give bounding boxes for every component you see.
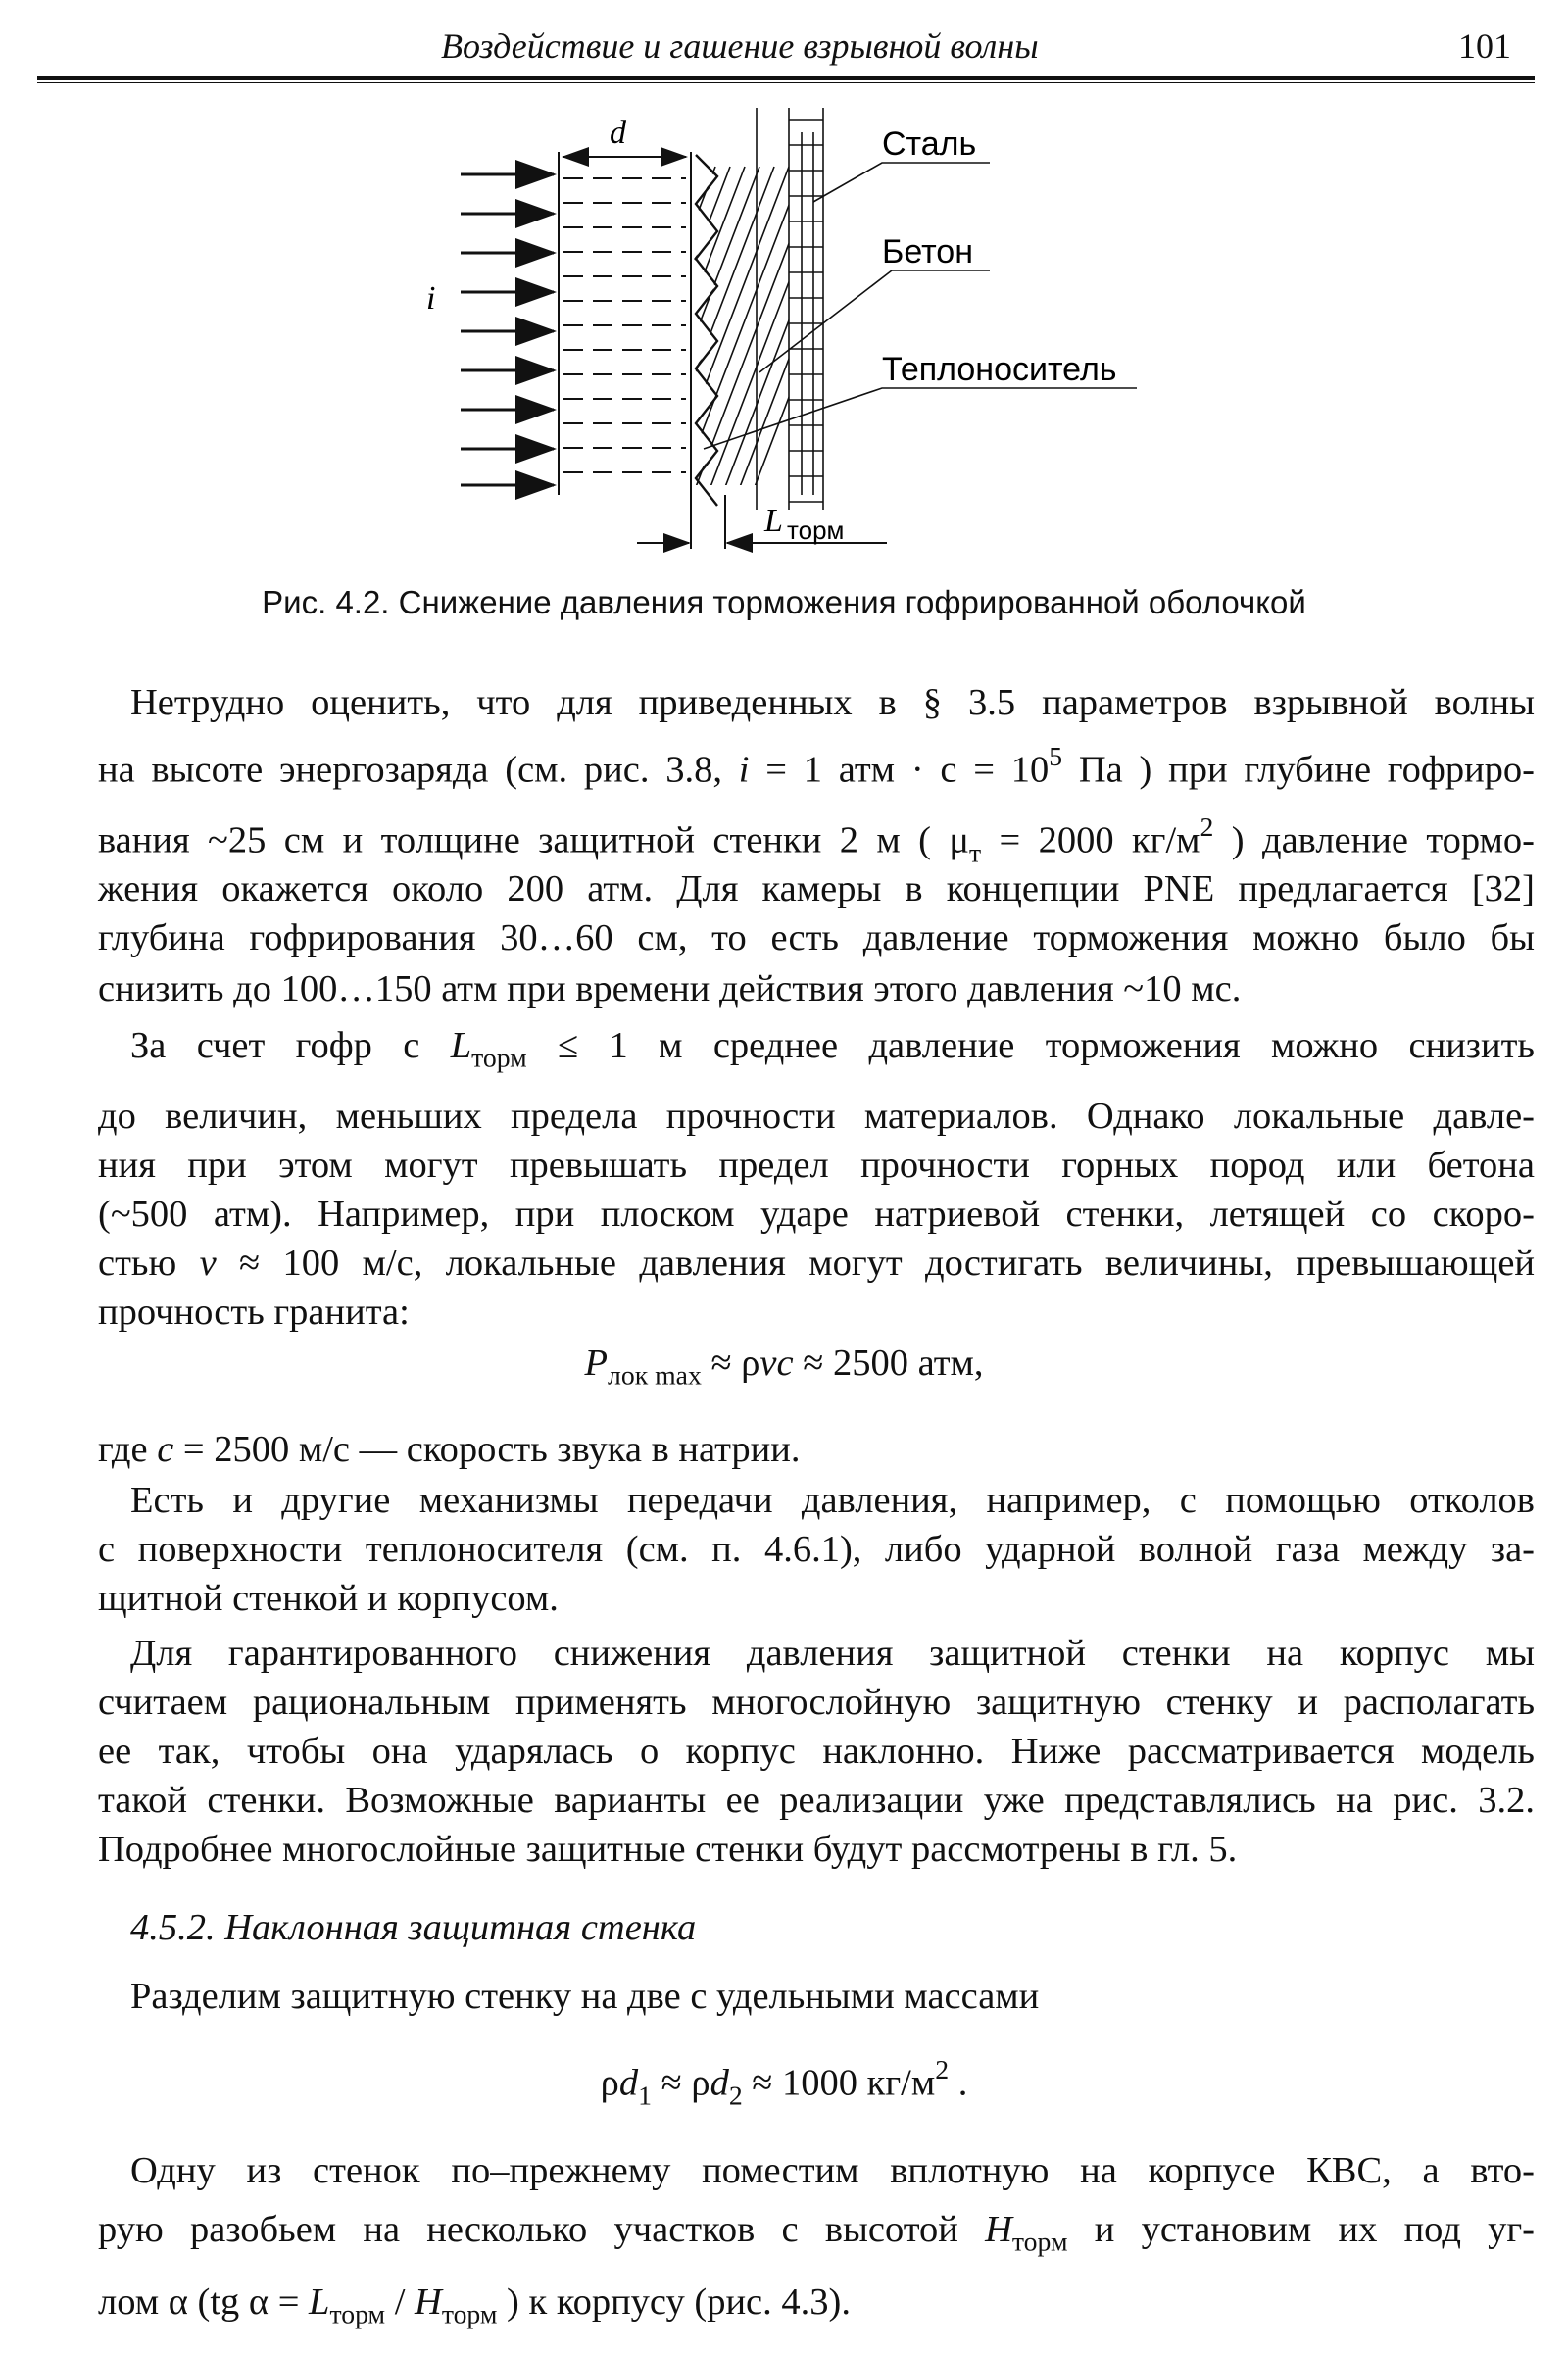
label-L-sub: торм (787, 515, 845, 545)
p5-line1: Для гарантированного снижения давления защитной стенки на корпус мы (130, 1633, 1535, 1674)
p2-line6: прочность гранита: (98, 1292, 410, 1333)
p2-line2: до величин, меньших предела прочности материалов. Однако локальные давле- (98, 1096, 1535, 1137)
leader-lines (704, 163, 1137, 449)
formula-local-pressure: $P_{лок max} \approx \rho vc \approx 2500$ атм, (584, 1343, 984, 1391)
p1-line4: жения окажется около 200 атм. Для камеры в концепции PNE предлагается [32] (98, 868, 1535, 909)
p4-line1: Есть и другие механизмы передачи давления, например, с помощью отколов (130, 1480, 1535, 1521)
dimension-L (637, 495, 887, 549)
p4-line2: с поверхности теплоносителя (см. п. 4.6.1), либо ударной волной газа между за- (98, 1529, 1535, 1570)
p1-line3: вания ~25 см и толщине защитной стенки 2 м ( $\mu_т = 2000$ $кг/м^2$ ) давление тормо- (98, 811, 1535, 868)
p5-line4: такой стенки. Возможные варианты ее реализации уже представлялись на рис. 3.2. (98, 1780, 1535, 1821)
p2-line3: ния при этом могут превышать предел прочности горных пород или бетона (98, 1145, 1535, 1186)
section-heading: 4.5.2. Наклонная защитная стенка (130, 1907, 697, 1948)
p1-line2: на высоте энергозаряда (см. рис. 3.8, i = 1 атм · $с = 10^5$ Па ) при глубине гофриро- (98, 741, 1535, 791)
figure-caption: Рис. 4.2. Снижение давления торможения гофрированной оболочкой (262, 584, 1306, 620)
header-rule (37, 76, 1535, 80)
p1-line5: глубина гофрирования 30…60 см, то есть давление торможения можно было бы (98, 917, 1535, 958)
p7-line1: Одну из стенок по–прежнему поместим вплотную на корпусе КВС, а вто- (130, 2150, 1535, 2191)
coolant-layer (559, 162, 691, 495)
p2-line5: стью v ≈ 100 м/с, локальные давления могут достигать величины, превышающей (98, 1243, 1536, 1284)
p1-line6: снизить до 100…150 атм при времени действия этого давления ~10 мс. (98, 968, 1242, 1009)
p6-line: Разделим защитную стенку на две с удельными массами (130, 1976, 1040, 2017)
p5-line2: считаем рациональным применять многослойную защитную стенку и располагать (98, 1682, 1535, 1723)
p2-line4: (~500 атм). Например, при плоском ударе натриевой стенки, летящей со скоро- (98, 1194, 1535, 1235)
corrugated-shell-figure (392, 108, 1196, 559)
p7-line3: лом α (tg $\alpha = L_{торм} / H_{торм}$ ) к корпусу (рис. 4.3). (98, 2281, 851, 2329)
incident-arrows (461, 174, 554, 485)
dimension-d (559, 115, 691, 169)
p2-line1: За счет гофр с $L_{торм} \le 1$ м среднее давление торможения можно снизить (130, 1025, 1535, 1073)
p1-line1: Нетрудно оценить, что для приведенных в § 3.5 параметров взрывной волны (130, 682, 1535, 723)
p4-line3: щитной стенкой и корпусом. (98, 1578, 559, 1619)
label-i: i (426, 280, 436, 317)
label-steel: Сталь (882, 125, 977, 163)
label-d: d (610, 115, 626, 151)
p3-line: где c = 2500 м/с — скорость звука в натрии. (98, 1429, 801, 1470)
label-coolant: Теплоноситель (882, 351, 1117, 388)
wall-grid (757, 108, 823, 510)
formula-masses: $\rho d_1 \approx \rho d_2 \approx 1000$ $кг/м^2$ . (600, 2054, 968, 2111)
p5-line5: Подробнее многослойные защитные стенки будут рассмотрены в гл. 5. (98, 1829, 1238, 1870)
label-L: L (764, 503, 783, 539)
p7-line2: рую разобьем на несколько участков с высотой $H_{торм}$ и установим их под уг- (98, 2209, 1536, 2257)
running-header-title: Воздействие и гашение взрывной волны (441, 26, 1039, 66)
header-rule-thin (37, 82, 1535, 83)
p5-line3: ее так, чтобы она ударялась о корпус наклонно. Ниже рассматривается модель (98, 1731, 1535, 1772)
label-concrete: Бетон (882, 233, 973, 270)
page-number: 101 (1458, 26, 1511, 66)
